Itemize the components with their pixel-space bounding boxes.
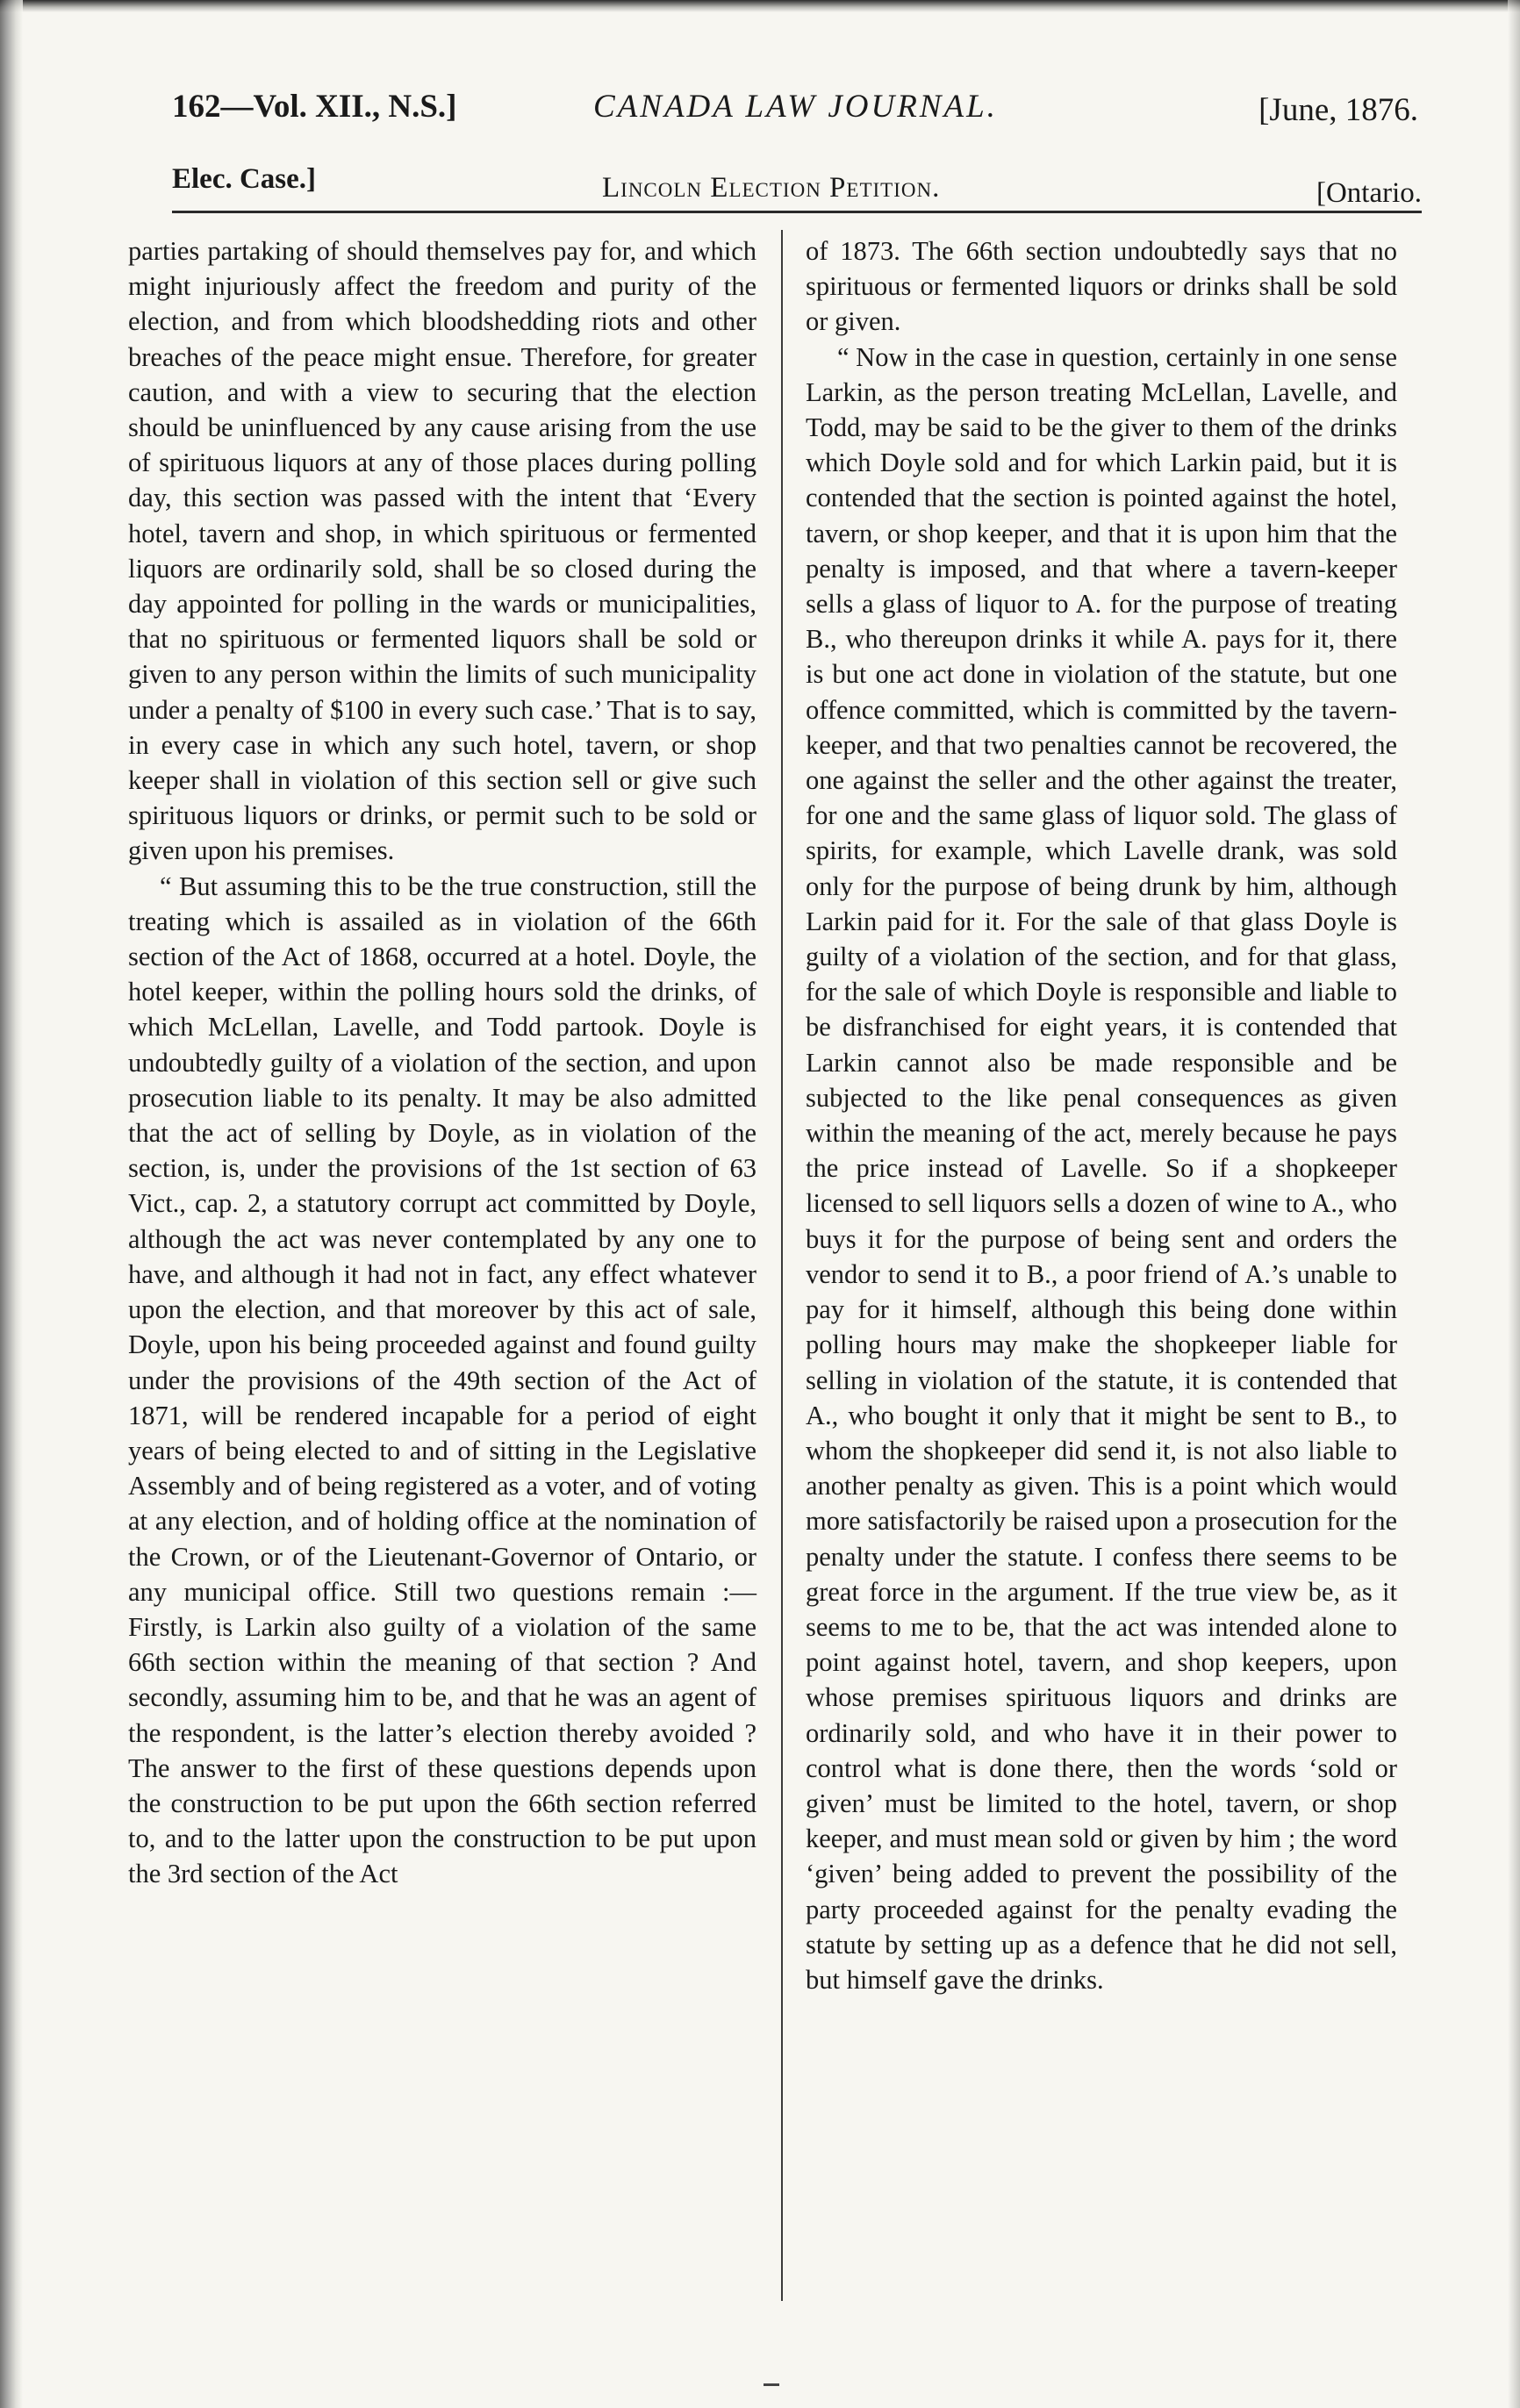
case-title: Lincoln Election Petition.: [602, 172, 941, 204]
footer-mark: [764, 2383, 779, 2386]
left-column: [128, 233, 756, 1892]
column-divider: [781, 230, 783, 2301]
running-header: [172, 88, 1418, 133]
paragraph: parties partaking of should themselves pay for, and which might injuriously affect the freedom and purity of the election, and from which bloodshedding riots and other breaches of the peace might ensue. Therefore, for greater caution, and with a view to securing that the election should be uninfluenced by any cause arising from the use of spirituous liquors at any of those places during polling day, this section was passed with the intent that ‘Every hotel, tavern and shop, in which spirituous or fermented liquors are ordinarily sold, shall be so closed during the day appointed for polling in the wards or municipalities, that no spirituous or fermented liquors shall be sold or given to any person within the limits of such municipality under a penalty of $100 in every such case.’ That is to say, in every case in which any such hotel, tavern, or shop keeper shall in violation of this section sell or give such spirituous liquors or drinks, or permit such to be sold or given upon his premises.: [128, 236, 756, 866]
paragraph: “ Now in the case in question, certainly in one sense Larkin, as the person treating McLellan, Lavelle, and Todd, may be said to be the giver to them of the drinks which Doyle sold and for which Larkin paid, but it is contended that the section is pointed against the hotel, tavern, or shop keeper, and that it is upon him that the penalty is imposed, and that where a tavern-keeper sells a glass of liquor to A. for the purpose of treating B., who thereupon drinks it while A. pays for it, there is but one act done in violation of the statute, but one offence committed, which is committed by the tavern-keeper, and that two penalties cannot be recovered, the one against the seller and the other against the treater, for one and the same glass of liquor sold. The glass of spirits, for example, which Lavelle drank, was sold only for the purpose of being drunk by him, although Larkin paid for it. For the sale of that glass Doyle is guilty of a violation of the section, and for that glass, for the sale of which Doyle is responsible and liable to be disfranchised for eight years, it is contended that Larkin cannot also be made responsible and be subjected to the like penal consequences as given within the meaning of the act, merely because he pays the price instead of Lavelle. So if a shopkeeper licensed to sell liquors sells a dozen of wine to A., who buys it for the purpose of being sent and orders the vendor to send it to B., a poor friend of A.’s unable to pay for it himself, although this being done within polling hours may make the shopkeeper liable for selling in violation of the statute, it is contended that A., who bought it only that it might be sent to B., to whom the shopkeeper did send it, is not also liable to another penalty as given. This is a point which would more satisfactorily be raised upon a prosecution for the penalty under the statute. I confess there seems to be great force in the argument. If the true view be, as it seems to me to be, that the act was intended alone to point against hotel, tavern, and shop keepers, upon whose premises spirituous liquors and drinks are ordinarily sold, and who have it in their power to control what is done there, then the words ‘sold or given’ must be limited to the hotel, tavern, or shop keeper, and must mean sold or given by him ; the word ‘given’ being added to prevent the possibility of the party proceeded against for the penalty evading the statute by setting up as a defence that he did not sell, but himself gave the drinks.: [806, 341, 1397, 1995]
page-volume: 162—Vol. XII., N.S.]: [172, 89, 457, 125]
scan-edge-left: [0, 0, 23, 2408]
case-section: Elec. Case.]: [172, 163, 317, 195]
right-column: [806, 233, 1397, 1997]
scan-edge-top: [0, 0, 1520, 12]
journal-title: CANADA LAW JOURNAL.: [593, 89, 998, 125]
paragraph: of 1873. The 66th section undoubtedly says that no spirituous or fermented liquors or drinks shall be sold or given.: [806, 236, 1397, 337]
issue-date: [June, 1876.: [1258, 92, 1418, 128]
province: [Ontario.: [1316, 177, 1422, 209]
scan-edge-right: [1508, 0, 1520, 2408]
case-header: [172, 158, 1422, 213]
paragraph: “ But assuming this to be the true construction, still the treating which is assailed as in violation of the 66th section of the Act of 1868, occurred at a hotel. Doyle, the hotel keeper, within the polling hours sold the drinks, of which McLellan, Lavelle, and Todd partook. Doyle is undoubtedly guilty of a violation of the section, and upon prosecution liable to its penalty. It may be also admitted that the act of selling by Doyle, as in violation of the section, is, under the provisions of the 1st section of 63 Vict., cap. 2, a statutory corrupt act committed by Doyle, although the act was never contemplated by any one to have, and although it had not in fact, any effect whatever upon the election, and that moreover by this act of sale, Doyle, upon his being proceeded against and found guilty under the provisions of the 49th section of the Act of 1871, will be rendered incapable for a period of eight years of being elected to and of sitting in the Legislative Assembly and of being registered as a voter, and of voting at any election, and of holding office at the nomination of the Crown, or of the Lieutenant-Governor of Ontario, or any municipal office. Still two questions remain :—Firstly, is Larkin also guilty of a violation of the same 66th section within the meaning of that section ? And secondly, assuming him to be, and that he was an agent of the respondent, is the latter’s election thereby avoided ? The answer to the first of these questions depends upon the construction to be put upon the 66th section referred to, and to the latter upon the construction to be put upon the 3rd section of the Act: [128, 871, 756, 1889]
